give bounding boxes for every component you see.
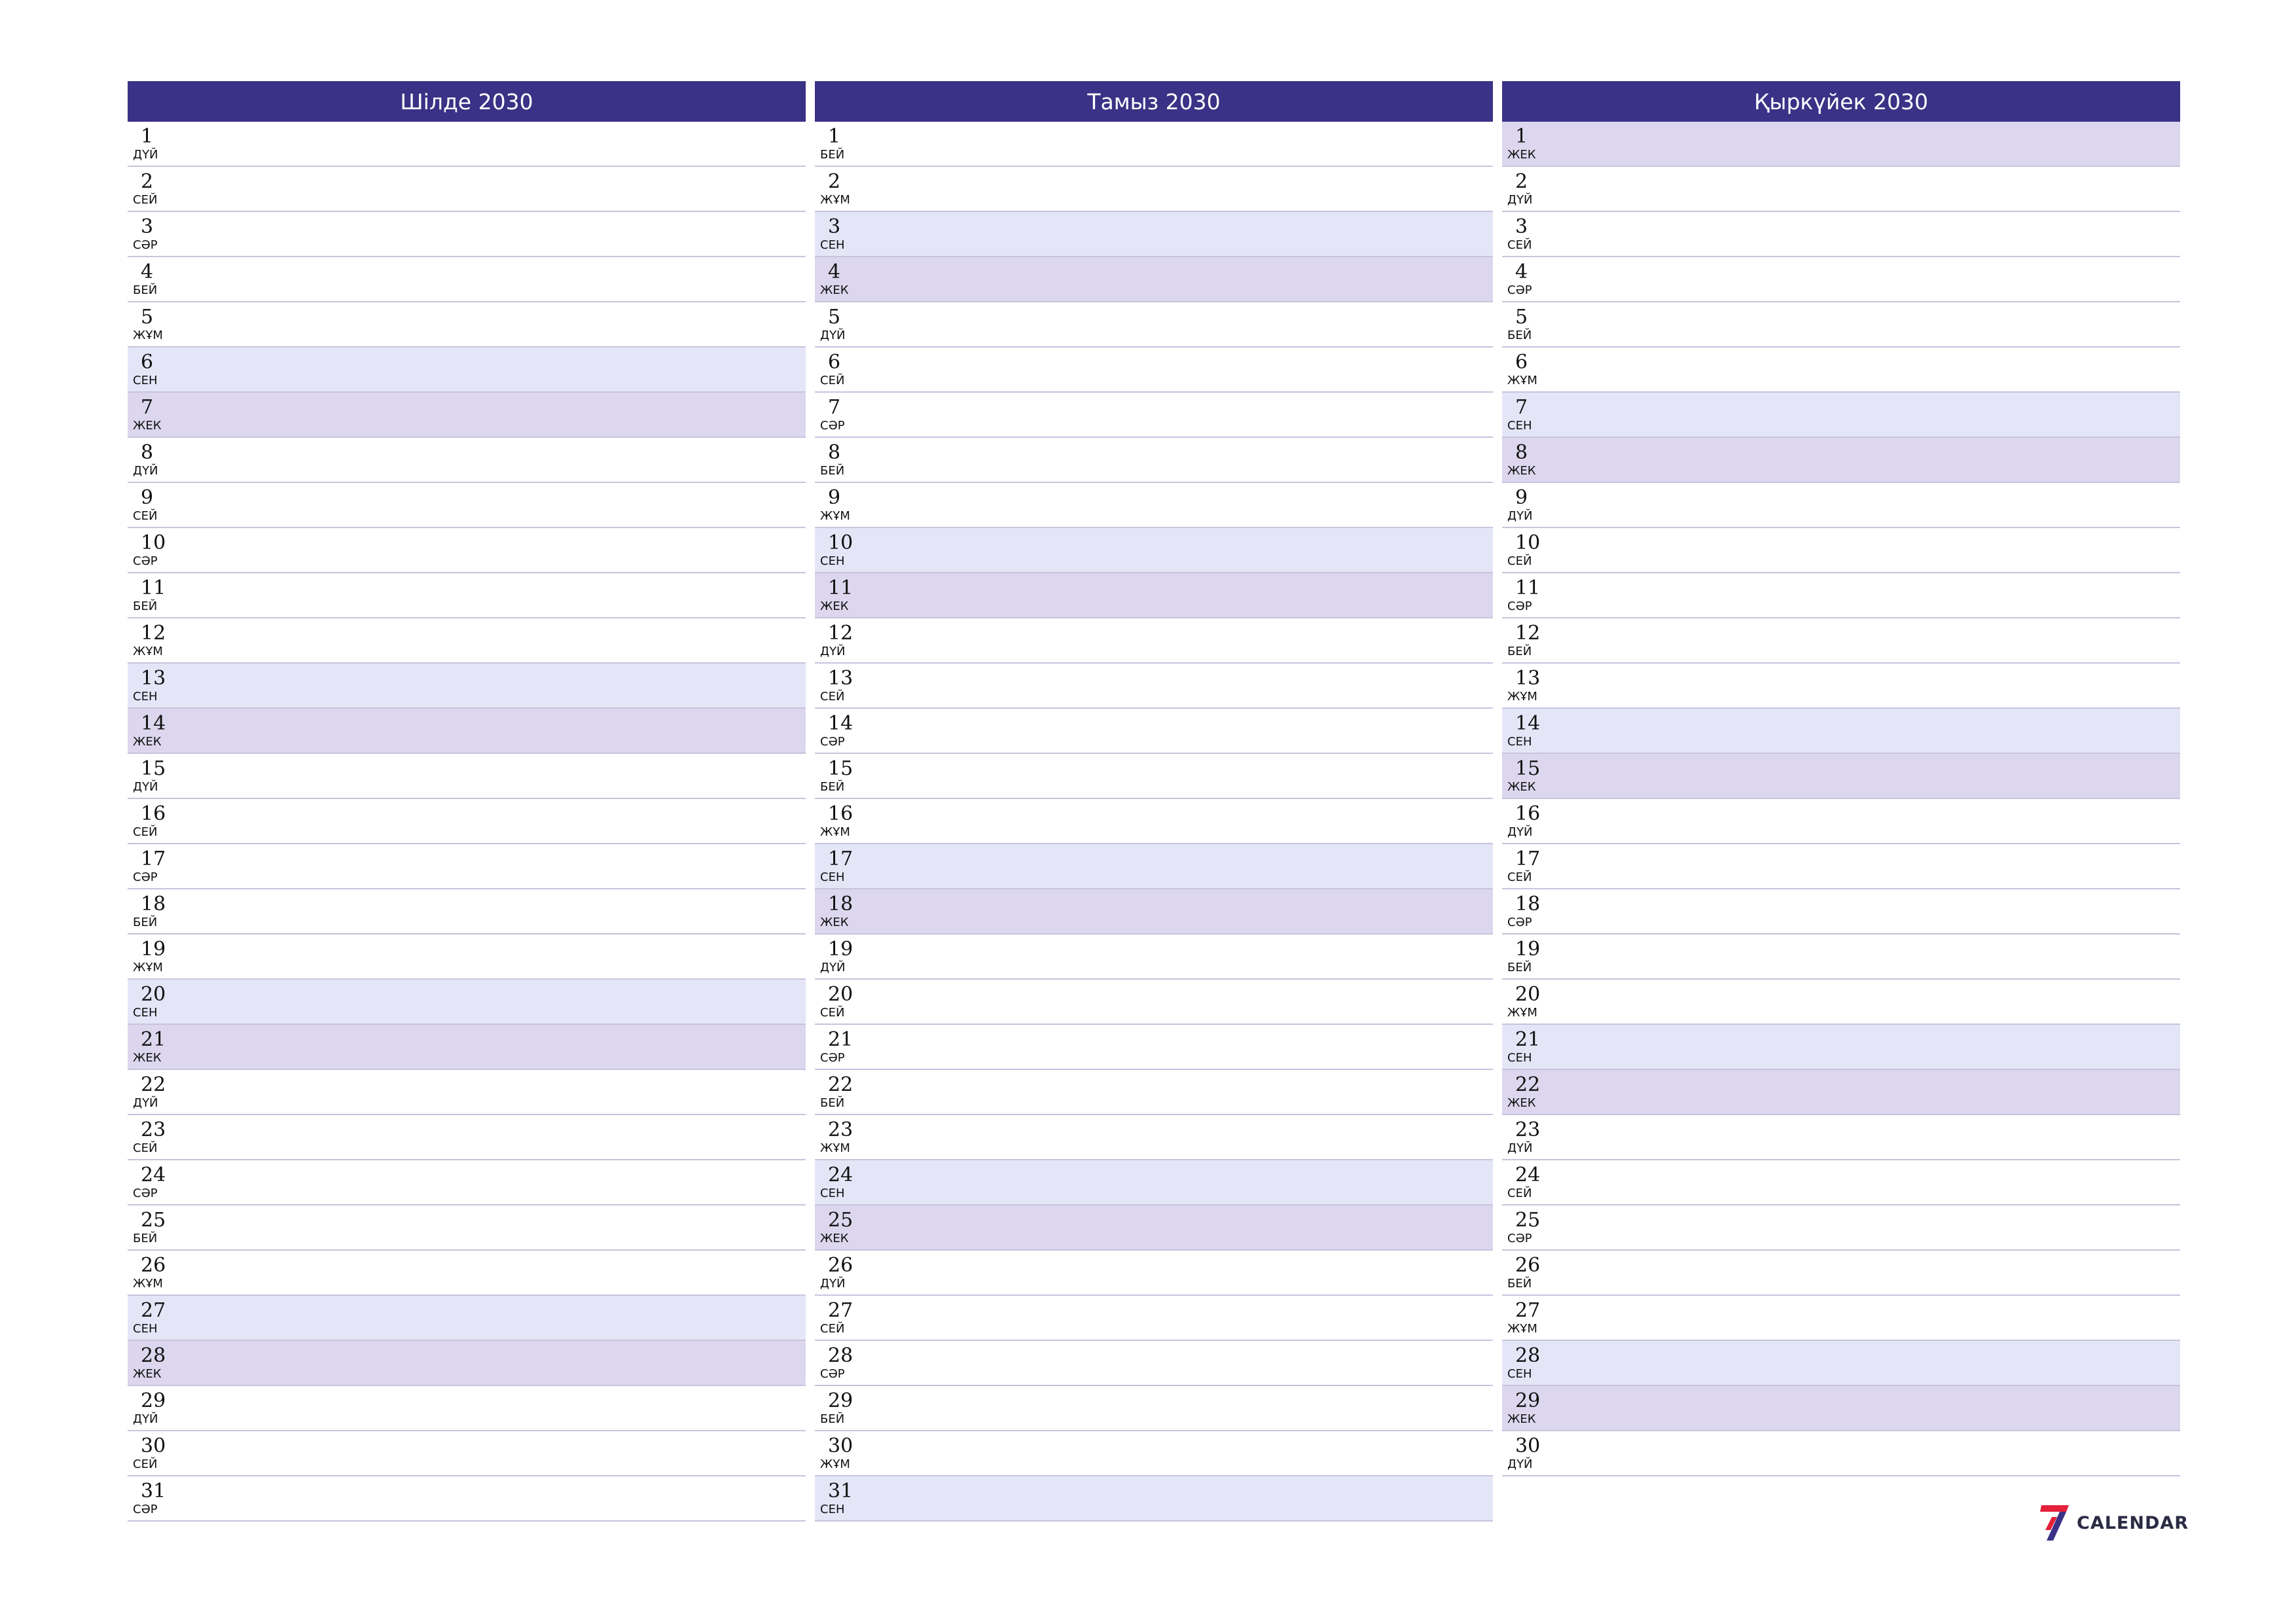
day-number: 8 xyxy=(141,441,154,464)
weekday-label: БЕЙ xyxy=(820,1412,845,1426)
weekday-label: БЕЙ xyxy=(820,464,845,478)
weekday-label: СЕЙ xyxy=(133,193,158,207)
weekday-label: ЖҰМ xyxy=(820,1141,850,1155)
day-number: 15 xyxy=(1515,757,1541,780)
day-number: 28 xyxy=(828,1344,853,1367)
weekday-label: ДҮЙ xyxy=(133,780,158,794)
day-number: 16 xyxy=(828,802,853,825)
day-number: 6 xyxy=(828,351,841,374)
day-number: 4 xyxy=(828,260,841,283)
day-row xyxy=(1502,438,2180,483)
month-header: Тамыз 2030 xyxy=(815,81,1493,122)
day-row xyxy=(128,664,806,709)
weekday-label: СЕЙ xyxy=(820,1322,845,1336)
day-row xyxy=(128,1476,806,1522)
day-row xyxy=(815,844,1493,889)
day-row xyxy=(128,709,806,754)
day-row xyxy=(1502,393,2180,438)
day-row xyxy=(815,754,1493,799)
weekday-label: СЕЙ xyxy=(133,825,158,839)
weekday-label: БЕЙ xyxy=(133,1232,158,1245)
day-row xyxy=(815,122,1493,167)
day-row xyxy=(1502,528,2180,573)
day-number: 1 xyxy=(1515,125,1528,148)
day-number: 17 xyxy=(828,847,853,870)
day-number: 14 xyxy=(1515,712,1541,735)
weekday-label: СЕЙ xyxy=(133,509,158,523)
weekday-label: БЕЙ xyxy=(1507,961,1532,974)
weekday-label: ДҮЙ xyxy=(133,1096,158,1110)
day-row xyxy=(815,664,1493,709)
day-row xyxy=(815,1251,1493,1296)
day-row xyxy=(815,1070,1493,1115)
weekday-label: ЖЕК xyxy=(1507,464,1536,478)
weekday-label: СЕН xyxy=(820,238,845,252)
day-row xyxy=(815,889,1493,935)
weekday-label: БЕЙ xyxy=(1507,1277,1532,1291)
day-number: 3 xyxy=(141,215,154,238)
day-number: 25 xyxy=(141,1209,166,1232)
day-row xyxy=(128,935,806,980)
weekday-label: ЖҰМ xyxy=(820,193,850,207)
weekday-label: ДҮЙ xyxy=(133,464,158,478)
day-row xyxy=(1502,1296,2180,1341)
day-number: 12 xyxy=(828,622,853,645)
weekday-label: СЕЙ xyxy=(1507,1186,1532,1200)
weekday-label: ДҮЙ xyxy=(133,1412,158,1426)
day-list xyxy=(1502,122,2180,1476)
day-number: 30 xyxy=(1515,1435,1541,1457)
weekday-label: ЖЕК xyxy=(820,599,849,613)
weekday-label: ЖЕК xyxy=(133,735,162,749)
day-row xyxy=(815,1160,1493,1205)
day-number: 26 xyxy=(828,1254,853,1277)
day-number: 21 xyxy=(1515,1028,1541,1051)
day-number: 9 xyxy=(1515,486,1528,509)
weekday-label: ЖҰМ xyxy=(133,329,163,342)
weekday-label: СЕЙ xyxy=(1507,554,1532,568)
weekday-label: ДҮЙ xyxy=(820,645,846,658)
day-row xyxy=(128,618,806,664)
day-number: 16 xyxy=(1515,802,1541,825)
day-number: 6 xyxy=(141,351,154,374)
day-number: 26 xyxy=(141,1254,166,1277)
day-row xyxy=(128,483,806,528)
day-number: 7 xyxy=(141,396,154,419)
weekday-label: БЕЙ xyxy=(1507,645,1532,658)
day-row xyxy=(815,1341,1493,1386)
day-row xyxy=(128,1431,806,1476)
day-number: 7 xyxy=(1515,396,1528,419)
day-number: 14 xyxy=(828,712,853,735)
day-number: 11 xyxy=(828,577,853,599)
day-number: 29 xyxy=(141,1389,166,1412)
day-row xyxy=(815,1476,1493,1522)
day-row xyxy=(128,302,806,348)
day-row xyxy=(1502,1386,2180,1431)
weekday-label: СЕН xyxy=(133,690,158,704)
day-number: 27 xyxy=(1515,1299,1541,1322)
day-number: 25 xyxy=(828,1209,853,1232)
month-header: Қыркүйек 2030 xyxy=(1502,81,2180,122)
weekday-label: ЖҰМ xyxy=(820,825,850,839)
weekday-label: ЖҰМ xyxy=(133,645,163,658)
day-row xyxy=(1502,754,2180,799)
month-column xyxy=(128,81,806,1522)
day-row xyxy=(128,167,806,212)
day-number: 3 xyxy=(1515,215,1528,238)
day-row xyxy=(815,348,1493,393)
day-row xyxy=(1502,257,2180,302)
day-row xyxy=(1502,844,2180,889)
day-row xyxy=(815,573,1493,618)
calendar-months xyxy=(128,81,2181,1522)
day-row xyxy=(1502,302,2180,348)
weekday-label: ЖЕК xyxy=(820,1232,849,1245)
logo-text: CALENDAR xyxy=(2077,1512,2189,1533)
weekday-label: СЕН xyxy=(133,374,158,387)
weekday-label: СЕЙ xyxy=(1507,870,1532,884)
weekday-label: СЕН xyxy=(1507,1051,1532,1065)
day-number: 18 xyxy=(141,893,166,916)
day-number: 4 xyxy=(141,260,154,283)
day-number: 23 xyxy=(141,1118,166,1141)
day-number: 25 xyxy=(1515,1209,1541,1232)
day-row xyxy=(815,528,1493,573)
day-number: 1 xyxy=(828,125,841,148)
day-number: 28 xyxy=(1515,1344,1541,1367)
weekday-label: ЖЕК xyxy=(1507,148,1536,162)
day-row xyxy=(815,935,1493,980)
weekday-label: ЖҰМ xyxy=(133,1277,163,1291)
day-row xyxy=(128,257,806,302)
day-row xyxy=(128,1115,806,1160)
day-row xyxy=(1502,122,2180,167)
day-row xyxy=(815,1296,1493,1341)
day-row xyxy=(815,799,1493,844)
weekday-label: ДҮЙ xyxy=(820,329,846,342)
day-row xyxy=(128,348,806,393)
day-row xyxy=(1502,618,2180,664)
day-row xyxy=(128,438,806,483)
day-number: 5 xyxy=(141,306,154,329)
day-number: 17 xyxy=(1515,847,1541,870)
day-row xyxy=(128,1251,806,1296)
weekday-label: СӘР xyxy=(133,870,158,884)
weekday-label: ЖЕК xyxy=(133,419,162,433)
weekday-label: СЕЙ xyxy=(820,1006,845,1020)
weekday-label: СЕН xyxy=(1507,419,1532,433)
weekday-label: ЖҰМ xyxy=(1507,1322,1537,1336)
day-row xyxy=(815,438,1493,483)
day-number: 20 xyxy=(141,983,166,1006)
day-row xyxy=(815,1115,1493,1160)
day-row xyxy=(128,1296,806,1341)
day-number: 14 xyxy=(141,712,166,735)
weekday-label: ЖЕК xyxy=(1507,1412,1536,1426)
day-number: 20 xyxy=(828,983,853,1006)
weekday-label: СӘР xyxy=(133,238,158,252)
day-row xyxy=(815,618,1493,664)
day-row xyxy=(128,212,806,257)
weekday-label: СӘР xyxy=(1507,916,1532,929)
weekday-label: ЖЕК xyxy=(820,283,849,297)
day-row xyxy=(1502,212,2180,257)
weekday-label: ДҮЙ xyxy=(1507,193,1533,207)
weekday-label: СЕН xyxy=(820,1503,845,1516)
weekday-label: ДҮЙ xyxy=(133,148,158,162)
day-row xyxy=(815,980,1493,1025)
weekday-label: СЕН xyxy=(133,1006,158,1020)
day-row xyxy=(128,122,806,167)
weekday-label: СӘР xyxy=(820,735,845,749)
day-number: 17 xyxy=(141,847,166,870)
day-row xyxy=(128,799,806,844)
day-row xyxy=(128,754,806,799)
weekday-label: ЖҰМ xyxy=(820,509,850,523)
day-number: 22 xyxy=(1515,1073,1541,1096)
weekday-label: ДҮЙ xyxy=(1507,509,1533,523)
day-row xyxy=(815,212,1493,257)
day-number: 11 xyxy=(1515,577,1541,599)
month-header: Шілде 2030 xyxy=(128,81,806,122)
day-row xyxy=(128,1070,806,1115)
day-row xyxy=(1502,1251,2180,1296)
day-row xyxy=(128,1341,806,1386)
weekday-label: СЕН xyxy=(1507,735,1532,749)
day-number: 10 xyxy=(1515,531,1541,554)
day-number: 18 xyxy=(1515,893,1541,916)
seven-logo-icon xyxy=(2040,1505,2069,1541)
weekday-label: ДҮЙ xyxy=(820,961,846,974)
day-number: 21 xyxy=(141,1028,166,1051)
day-number: 8 xyxy=(828,441,841,464)
weekday-label: ЖҰМ xyxy=(1507,690,1537,704)
weekday-label: СӘР xyxy=(1507,599,1532,613)
day-number: 30 xyxy=(828,1435,853,1457)
weekday-label: СӘР xyxy=(820,1367,845,1381)
month-column xyxy=(815,81,1493,1522)
day-row xyxy=(1502,889,2180,935)
day-number: 13 xyxy=(828,667,853,690)
weekday-label: БЕЙ xyxy=(133,916,158,929)
day-number: 31 xyxy=(828,1480,853,1503)
day-row xyxy=(128,573,806,618)
weekday-label: БЕЙ xyxy=(820,780,845,794)
day-number: 19 xyxy=(1515,938,1541,961)
weekday-label: СӘР xyxy=(133,554,158,568)
day-number: 13 xyxy=(141,667,166,690)
day-number: 24 xyxy=(141,1164,166,1186)
weekday-label: ЖЕК xyxy=(1507,780,1536,794)
day-number: 28 xyxy=(141,1344,166,1367)
weekday-label: СЕН xyxy=(133,1322,158,1336)
day-number: 22 xyxy=(141,1073,166,1096)
month-column xyxy=(1502,81,2180,1522)
day-row xyxy=(815,1025,1493,1070)
day-row xyxy=(1502,799,2180,844)
day-number: 30 xyxy=(141,1435,166,1457)
day-number: 23 xyxy=(1515,1118,1541,1141)
day-number: 3 xyxy=(828,215,841,238)
day-number: 2 xyxy=(141,170,154,193)
day-row xyxy=(1502,1025,2180,1070)
weekday-label: СЕЙ xyxy=(820,374,845,387)
day-row xyxy=(1502,935,2180,980)
weekday-label: ЖЕК xyxy=(1507,1096,1536,1110)
day-row xyxy=(128,1160,806,1205)
day-row xyxy=(1502,483,2180,528)
weekday-label: СЕЙ xyxy=(133,1457,158,1471)
weekday-label: ЖҰМ xyxy=(1507,374,1537,387)
weekday-label: СӘР xyxy=(1507,283,1532,297)
day-row xyxy=(815,167,1493,212)
weekday-label: СӘР xyxy=(133,1503,158,1516)
day-number: 16 xyxy=(141,802,166,825)
day-number: 2 xyxy=(1515,170,1528,193)
weekday-label: СЕЙ xyxy=(1507,238,1532,252)
day-row xyxy=(815,709,1493,754)
day-number: 4 xyxy=(1515,260,1528,283)
day-number: 1 xyxy=(141,125,154,148)
weekday-label: БЕЙ xyxy=(133,599,158,613)
weekday-label: ДҮЙ xyxy=(1507,1141,1533,1155)
day-number: 11 xyxy=(141,577,166,599)
weekday-label: ЖЕК xyxy=(133,1051,162,1065)
day-row xyxy=(1502,1431,2180,1476)
weekday-label: СЕН xyxy=(820,870,845,884)
weekday-label: ДҮЙ xyxy=(820,1277,846,1291)
day-list xyxy=(815,122,1493,1522)
day-row xyxy=(128,844,806,889)
day-row xyxy=(815,393,1493,438)
weekday-label: СЕЙ xyxy=(820,690,845,704)
day-row xyxy=(128,1025,806,1070)
weekday-label: ДҮЙ xyxy=(1507,825,1533,839)
weekday-label: СӘР xyxy=(1507,1232,1532,1245)
day-number: 19 xyxy=(141,938,166,961)
day-row xyxy=(128,980,806,1025)
weekday-label: СЕН xyxy=(820,554,845,568)
day-number: 13 xyxy=(1515,667,1541,690)
weekday-label: СЕЙ xyxy=(133,1141,158,1155)
day-number: 23 xyxy=(828,1118,853,1141)
day-list xyxy=(128,122,806,1522)
day-row xyxy=(128,528,806,573)
weekday-label: ДҮЙ xyxy=(1507,1457,1533,1471)
day-number: 12 xyxy=(1515,622,1541,645)
weekday-label: БЕЙ xyxy=(820,148,845,162)
weekday-label: ЖҰМ xyxy=(1507,1006,1537,1020)
day-number: 21 xyxy=(828,1028,853,1051)
day-number: 2 xyxy=(828,170,841,193)
calendar-logo xyxy=(2040,1505,2189,1541)
day-number: 15 xyxy=(141,757,166,780)
day-row xyxy=(128,1205,806,1251)
weekday-label: ЖЕК xyxy=(133,1367,162,1381)
weekday-label: СӘР xyxy=(133,1186,158,1200)
day-number: 24 xyxy=(828,1164,853,1186)
day-number: 18 xyxy=(828,893,853,916)
weekday-label: ЖҰМ xyxy=(820,1457,850,1471)
day-number: 5 xyxy=(1515,306,1528,329)
weekday-label: БЕЙ xyxy=(820,1096,845,1110)
day-row xyxy=(815,483,1493,528)
day-row xyxy=(815,1205,1493,1251)
day-row xyxy=(1502,664,2180,709)
day-number: 31 xyxy=(141,1480,166,1503)
day-row xyxy=(815,257,1493,302)
day-row xyxy=(815,1431,1493,1476)
day-row xyxy=(1502,1070,2180,1115)
day-row xyxy=(1502,1115,2180,1160)
weekday-label: БЕЙ xyxy=(1507,329,1532,342)
day-number: 9 xyxy=(828,486,841,509)
day-number: 24 xyxy=(1515,1164,1541,1186)
day-number: 27 xyxy=(828,1299,853,1322)
day-row xyxy=(1502,573,2180,618)
day-number: 19 xyxy=(828,938,853,961)
day-number: 15 xyxy=(828,757,853,780)
day-number: 26 xyxy=(1515,1254,1541,1277)
weekday-label: СӘР xyxy=(820,1051,845,1065)
day-row xyxy=(1502,348,2180,393)
day-row xyxy=(128,393,806,438)
weekday-label: ЖҰМ xyxy=(133,961,163,974)
day-row xyxy=(815,302,1493,348)
day-row xyxy=(128,1386,806,1431)
day-number: 10 xyxy=(828,531,853,554)
day-number: 29 xyxy=(828,1389,853,1412)
day-number: 9 xyxy=(141,486,154,509)
day-row xyxy=(815,1386,1493,1431)
weekday-label: СЕН xyxy=(1507,1367,1532,1381)
day-number: 10 xyxy=(141,531,166,554)
day-row xyxy=(1502,167,2180,212)
day-row xyxy=(1502,1341,2180,1386)
day-row xyxy=(128,889,806,935)
day-number: 6 xyxy=(1515,351,1528,374)
day-row xyxy=(1502,1160,2180,1205)
weekday-label: БЕЙ xyxy=(133,283,158,297)
day-row xyxy=(1502,980,2180,1025)
day-number: 12 xyxy=(141,622,166,645)
day-number: 5 xyxy=(828,306,841,329)
weekday-label: СЕН xyxy=(820,1186,845,1200)
day-number: 27 xyxy=(141,1299,166,1322)
day-number: 29 xyxy=(1515,1389,1541,1412)
day-row xyxy=(1502,709,2180,754)
weekday-label: СӘР xyxy=(820,419,845,433)
day-number: 22 xyxy=(828,1073,853,1096)
day-number: 20 xyxy=(1515,983,1541,1006)
day-row xyxy=(1502,1205,2180,1251)
weekday-label: ЖЕК xyxy=(820,916,849,929)
day-number: 7 xyxy=(828,396,841,419)
day-number: 8 xyxy=(1515,441,1528,464)
